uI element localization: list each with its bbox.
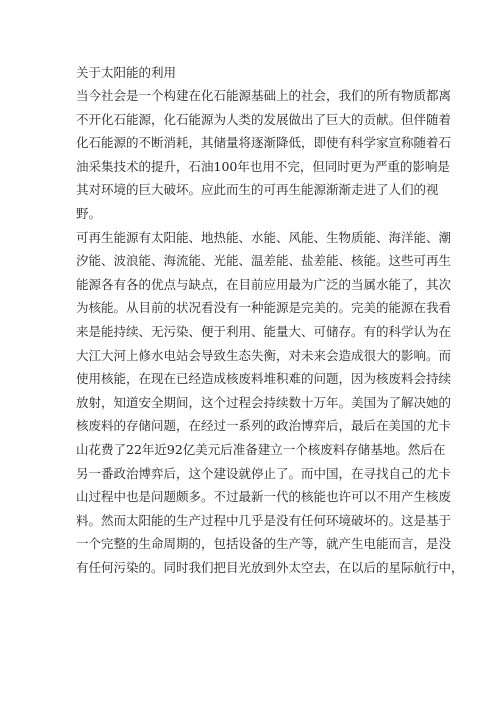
text-line: 来是能持续、无污染、便于利用、能量大、可储存。有的科学认为在 xyxy=(76,323,452,339)
text-line: 使用核能，在现在已经造成核废料堆积难的问题，因为核废料会持续 xyxy=(76,371,452,387)
text-line: 可再生能源有太阳能、地热能、水能、风能、生物质能、海洋能、潮 xyxy=(76,229,452,245)
text-line: 野。 xyxy=(76,205,102,221)
paragraph-2 xyxy=(76,226,464,580)
text-line: 为核能。从目前的状况看没有一种能源是完美的。完美的能源在我看 xyxy=(76,300,452,316)
text-line: 油采集技术的提升，石油100年也用不完，但同时更为严重的影响是 xyxy=(76,158,450,174)
document-title: 关于太阳能的利用 xyxy=(76,65,177,80)
text-line: 山花费了22年近92亿美元后准备建立一个核废料存储基地。然后在 xyxy=(76,441,446,457)
document-page xyxy=(76,62,464,579)
text-line: 其对环境的巨大破坏。应此而生的可再生能源渐渐走进了人们的视 xyxy=(76,182,439,198)
text-line: 汐能、波浪能、海流能、光能、温差能、盐差能、核能。这些可再生 xyxy=(76,253,452,269)
text-line: 不开化石能源，化石能源为人类的发展做出了巨大的贡献。但伴随着 xyxy=(76,111,452,127)
paragraph-1 xyxy=(76,84,452,226)
text-line: 料。然而太阳能的生产过程中几乎是没有任何环境破坏的。这是基于 xyxy=(76,512,452,528)
text-line: 山过程中也是问题颇多。不过最新一代的核能也许可以不用产生核废 xyxy=(76,489,452,505)
text-line: 另一番政治博弈后，这个建设就停止了。而中国，在寻找自己的尤卡 xyxy=(76,465,452,481)
text-line: 化石能源的不断消耗，其储量将逐渐降低，即使有科学家宣称随着石 xyxy=(76,135,452,151)
text-line: 当今社会是一个构建在化石能源基础上的社会，我们的所有物质都离 xyxy=(76,88,452,103)
text-line: 大江大河上修水电站会导致生态失衡，对未来会造成很大的影响。而 xyxy=(76,347,452,363)
text-line: 有任何污染的。同时我们把目光放到外太空去，在以后的星际航行中， xyxy=(76,559,464,575)
text-line: 放射，知道安全期间，这个过程会持续数十万年。美国为了解决她的 xyxy=(76,394,452,410)
text-line: 核废料的存储问题，在经过一系列的政治博弈后，最后在美国的尤卡 xyxy=(76,418,452,434)
text-line: 能源各有各的优点与缺点，在目前应用最为广泛的当属水能了，其次 xyxy=(76,276,452,292)
text-line: 一个完整的生命周期的，包括设备的生产等，就产生电能而言，是没 xyxy=(76,536,452,552)
